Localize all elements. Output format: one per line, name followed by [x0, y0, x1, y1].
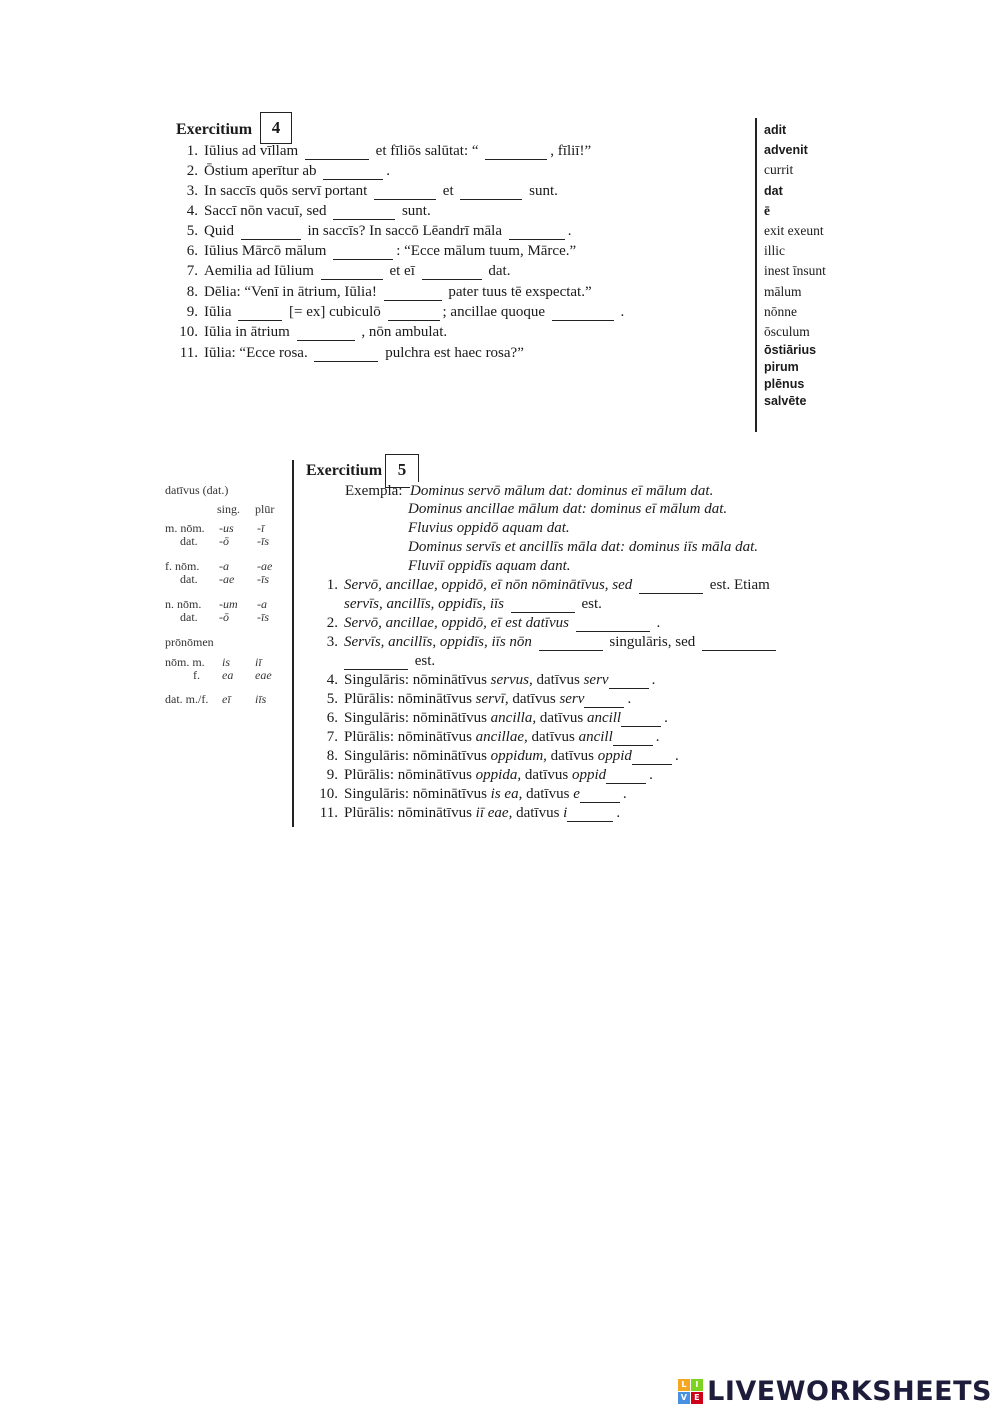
example-line: Fluvius oppidō aquam dat.: [408, 520, 570, 536]
exempla-label: Exempla:: [345, 483, 403, 499]
ex5-item-8: 8. Singulāris: nōminātīvus oppidum, datīvus oppid .: [326, 748, 679, 764]
word-bank: [764, 120, 826, 410]
ex4-item-10: 10. Iūlia in ātrium , nōn ambulat.: [179, 324, 448, 340]
example-line: Dominus servō mālum dat: dominus eī mālum dat.: [410, 483, 714, 499]
ex4-5-blank-a[interactable]: [241, 224, 301, 240]
ex5-7-blank[interactable]: [613, 730, 653, 746]
ex4-item-8: 8. Dēlia: “Venī in ātrium, Iūlia! pater tuus tē exspectat.”: [186, 284, 592, 300]
ex5-item-3: 3. Servīs, ancillīs, oppidīs, iīs nōn singulāris, sed: [316, 633, 779, 652]
ex4-item-2: 2. Ōstium aperītur ab .: [186, 163, 390, 179]
ex5-item-10: 10. Singulāris: nōminātīvus is ea, datīvus e .: [319, 786, 627, 802]
ex4-item-5: 5. Quid in saccīs? In saccō Lēandrī māla .: [186, 223, 572, 239]
grammar-divider: [292, 460, 294, 827]
ex5-item-11: 11. Plūrālis: nōminātīvus iī eae, datīvus i .: [319, 805, 621, 821]
ex5-8-blank[interactable]: [632, 749, 672, 765]
ex5-item-6: 6. Singulāris: nōminātīvus ancilla, datīvus ancill .: [326, 710, 668, 726]
ex4-item-9: 9. Iūlia [= ex] cubiculō ; ancillae quoque .: [186, 304, 625, 320]
ex4-item-11: 11. Iūlia: “Ecce rosa. pulchra est haec rosa?”: [179, 345, 524, 361]
ex4-5-blank-b[interactable]: [509, 224, 565, 240]
exercise-4-title: Exercitium: [176, 121, 253, 138]
ex5-item-1: 1. Servō, ancillae, oppidō, eī nōn nōminātīvus, sed est. Etiam: [326, 577, 770, 593]
ex4-1-blank-a[interactable]: [305, 144, 369, 160]
ex4-item-7: 7. Aemilia ad Iūlium et eī dat.: [186, 263, 511, 279]
word-bank-item: currit: [764, 162, 794, 178]
ex5-6-blank[interactable]: [621, 711, 661, 727]
ex4-9-blank-a[interactable]: [238, 305, 282, 321]
exercise-5-number: 5: [385, 454, 419, 488]
ex5-3-blank-a[interactable]: [539, 635, 603, 651]
ex4-item-6: 6. Iūlius Mārcō mālum : “Ecce mālum tuum, Mārce.”: [186, 243, 577, 259]
ex4-11-blank[interactable]: [314, 346, 378, 362]
ex4-3-blank-b[interactable]: [460, 184, 522, 200]
ex4-3-blank-a[interactable]: [374, 184, 436, 200]
brand-text: LIVEWORKSHEETS: [707, 1376, 992, 1407]
ex5-1-blank-b[interactable]: [511, 597, 575, 613]
ex4-6-blank[interactable]: [333, 244, 393, 260]
ex4-item-4: 4. Saccī nōn vacuī, sed sunt.: [186, 203, 431, 219]
liveworksheets-logo-icon: L I V E: [678, 1379, 703, 1404]
ex4-item-3: 3. In saccīs quōs servī portant et sunt.: [186, 183, 558, 199]
ex5-9-blank[interactable]: [606, 768, 646, 784]
ex4-7-blank-a[interactable]: [321, 264, 383, 280]
dative-grammar-table: datīvus (dat.) sing. plūr m. nōm. -us -ī dat. -ō -īs f. nōm. -a -ae dat. -ae -īs n. nōm. -um -a dat. -ō -īs prōnōmen nōm. m. is iī f. ea eae dat. m./f. eī iīs: [165, 483, 275, 706]
ex5-item-5: 5. Plūrālis: nōminātīvus servī, datīvus serv .: [326, 691, 632, 707]
ex5-item-3-cont: est.: [344, 652, 435, 671]
ex4-9-blank-b[interactable]: [388, 305, 440, 321]
word-bank-item: adit: [764, 123, 787, 137]
ex4-10-blank[interactable]: [297, 325, 355, 341]
ex5-11-blank[interactable]: [567, 806, 613, 822]
ex5-item-1-cont: servīs, ancillīs, oppidīs, iīs est.: [344, 596, 602, 612]
ex5-5-blank[interactable]: [584, 692, 624, 708]
ex5-2-blank[interactable]: [576, 616, 650, 632]
word-bank-item: ē: [764, 202, 770, 218]
word-bank-item: nōnne: [764, 303, 797, 319]
word-bank-item: plēnus: [764, 377, 805, 392]
example-line: Dominus ancillae mālum dat: dominus eī mālum dat.: [408, 501, 728, 517]
ex4-4-blank[interactable]: [333, 204, 395, 220]
word-bank-item: salvēte: [764, 394, 807, 409]
ex4-2-blank[interactable]: [323, 164, 383, 180]
ex5-item-4: 4. Singulāris: nōminātīvus servus, datīvus serv .: [326, 672, 656, 688]
ex5-3-blank-c[interactable]: [344, 654, 408, 670]
word-bank-item: illic: [764, 243, 785, 259]
exercise-4-number: 4: [260, 112, 292, 144]
word-bank-item: ōstiārius: [764, 343, 817, 358]
word-bank-item: ōsculum: [764, 324, 810, 340]
ex5-3-blank-b[interactable]: [702, 635, 776, 651]
table-heading: datīvus (dat.): [165, 483, 229, 497]
ex5-10-blank[interactable]: [580, 787, 620, 803]
ex5-item-7: 7. Plūrālis: nōminātīvus ancillae, datīvus ancill .: [326, 729, 660, 745]
word-bank-item: exit exeunt: [764, 223, 824, 239]
ex5-4-blank[interactable]: [609, 673, 649, 689]
ex4-item-1: 1. Iūlius ad vīllam et fīliōs salūtat: “ , fīliī!”: [186, 143, 592, 159]
ex4-8-blank[interactable]: [384, 285, 442, 301]
example-line: Fluviī oppidīs aquam dant.: [408, 558, 571, 574]
liveworksheets-brand: [678, 1376, 992, 1407]
ex4-1-blank-b[interactable]: [485, 144, 547, 160]
example-line: Dominus servīs et ancillīs māla dat: dominus iīs māla dat.: [408, 539, 758, 555]
ex5-1-blank-a[interactable]: [639, 578, 703, 594]
word-bank-item: inest īnsunt: [764, 263, 826, 279]
exercise-5-title: Exercitium: [306, 462, 383, 479]
ex5-item-2: 2. Servō, ancillae, oppidō, eī est datīvus .: [326, 615, 661, 631]
ex5-item-9: 9. Plūrālis: nōminātīvus oppida, datīvus oppid .: [326, 767, 653, 783]
wordbank-divider: [755, 118, 757, 432]
word-bank-item: advenit: [764, 143, 808, 158]
word-bank-item: dat: [764, 183, 783, 198]
ex4-7-blank-b[interactable]: [422, 264, 482, 280]
word-bank-item: pirum: [764, 360, 799, 375]
word-bank-item: mālum: [764, 283, 802, 299]
ex4-9-blank-c[interactable]: [552, 305, 614, 321]
